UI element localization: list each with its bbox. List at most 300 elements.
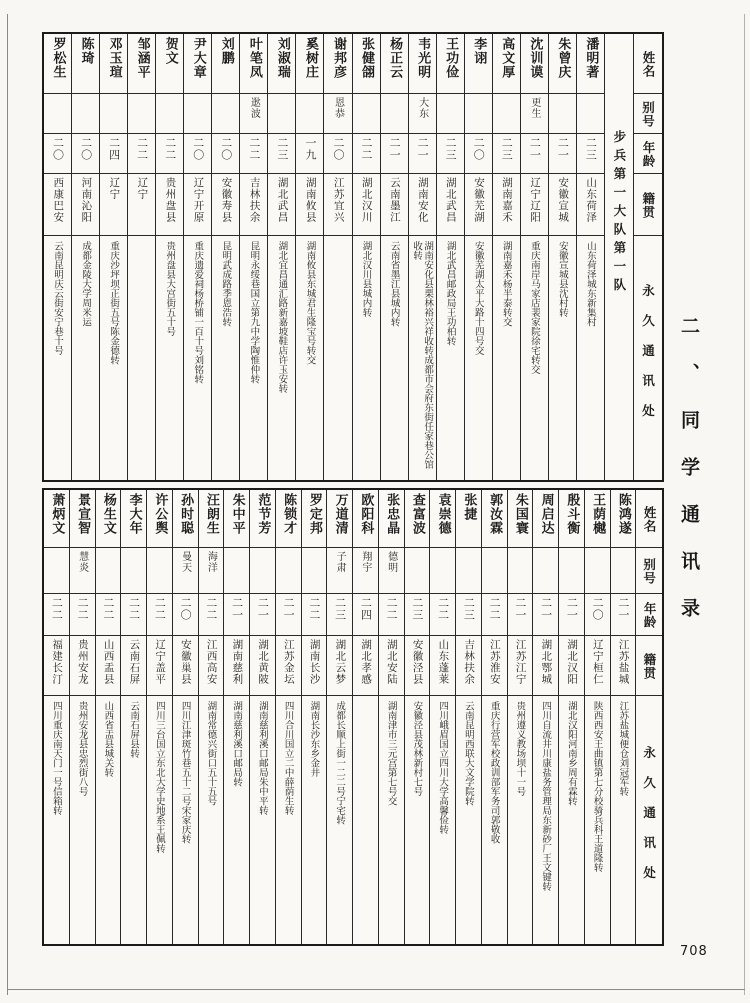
person-address [70, 696, 95, 944]
person-age [559, 594, 584, 636]
person-age [381, 134, 408, 174]
person-column [44, 490, 70, 944]
person-column [409, 34, 437, 480]
person-native-place-text: 湖南长沙 [308, 639, 321, 685]
person-address-text: 四川合川国立二中薛荫生转 [282, 701, 294, 815]
person-native-place [100, 174, 127, 236]
person-name [493, 34, 520, 94]
person-age [437, 134, 464, 174]
person-alias [184, 94, 211, 134]
section-title: 二、同学通讯录 [678, 316, 700, 645]
person-address [611, 696, 636, 944]
person-alias [533, 548, 558, 594]
person-age-text: 二四 [359, 597, 373, 621]
person-column [465, 34, 493, 480]
person-native-place [199, 636, 224, 696]
person-native-place-text: 云南墨江 [388, 177, 401, 223]
person-age-text: 二〇 [51, 137, 65, 161]
person-age-text: 二一 [230, 597, 244, 621]
person-age [430, 594, 455, 636]
person-native-place [430, 636, 455, 696]
person-address-text: 重庆遗爱祠杨桥铺一百十号刘铭转 [192, 241, 204, 384]
person-column [224, 490, 250, 944]
person-native-place [324, 174, 351, 236]
person-native-place-text: 云南石屏 [128, 639, 141, 685]
person-alias-text: 慧炎 [76, 551, 88, 573]
person-alias [128, 94, 155, 134]
person-native-place-text: 辽宁桓仁 [591, 639, 604, 685]
person-name-text: 王荫樾 [590, 493, 606, 535]
person-address [465, 236, 492, 480]
person-address [353, 696, 378, 944]
person-name [353, 34, 380, 94]
person-address [549, 236, 576, 480]
person-column [128, 34, 156, 480]
person-name-text: 朱曾庆 [555, 37, 571, 79]
header-age: 年龄 [636, 594, 662, 636]
person-alias [585, 548, 610, 594]
unit-column [605, 34, 634, 480]
person-native-place [327, 636, 352, 696]
person-address [121, 696, 146, 944]
person-address-text: 湖北武昌邮政局王功柏转 [444, 241, 456, 346]
person-native-place [611, 636, 636, 696]
person-column [324, 34, 352, 480]
person-native-place-text: 安徽巢县 [179, 639, 192, 685]
person-column [268, 34, 296, 480]
person-age [70, 594, 95, 636]
person-age-text: 二〇 [331, 137, 345, 161]
person-address [128, 236, 155, 480]
person-name-text: 叶笔凤 [246, 37, 262, 79]
person-native-place-text: 贵州安龙 [76, 639, 89, 685]
person-address-text: 江苏盐城便仓刘冠军转 [617, 701, 629, 796]
person-age-text: 二一 [282, 597, 296, 621]
person-age [121, 594, 146, 636]
roster-table-bottom [42, 488, 664, 946]
person-name [549, 34, 576, 94]
person-name [250, 490, 275, 548]
person-native-place-text: 辽宁开原 [192, 177, 205, 223]
person-name [327, 490, 352, 548]
person-column [276, 490, 302, 944]
person-alias-text: 海洋 [205, 551, 217, 573]
person-address [156, 236, 183, 480]
person-age [585, 594, 610, 636]
person-name [72, 34, 99, 94]
person-address [250, 696, 275, 944]
person-native-place-text: 湖北安陆 [385, 639, 398, 685]
person-name [96, 490, 121, 548]
person-native-place-text: 湖北武昌 [444, 177, 457, 223]
person-name-text: 万道清 [332, 493, 348, 535]
person-alias [559, 548, 584, 594]
person-age [379, 594, 404, 636]
person-name-text: 刘淑瑞 [274, 37, 290, 79]
person-alias [212, 94, 239, 134]
person-age-text: 二三 [410, 597, 424, 621]
person-native-place [212, 174, 239, 236]
header-alias: 别号 [636, 548, 662, 594]
person-age-text: 二二 [101, 597, 115, 621]
person-native-place-text: 湖北汉阳 [566, 639, 579, 685]
person-address [456, 696, 481, 944]
person-column [156, 34, 184, 480]
person-alias-text: 德明 [385, 551, 397, 573]
person-native-place [549, 174, 576, 236]
person-address-text: 山东荷泽城东新集村 [584, 241, 596, 327]
person-name-text: 孙时聪 [178, 493, 194, 535]
person-name-text: 王功俭 [443, 37, 459, 79]
person-alias [70, 548, 95, 594]
person-native-place-text: 江苏宜兴 [332, 177, 345, 223]
person-alias [121, 548, 146, 594]
person-native-place-text: 辽宁盖平 [154, 639, 167, 685]
person-native-place [533, 636, 558, 696]
person-address [437, 236, 464, 480]
person-name-text: 袁崇德 [435, 493, 451, 535]
person-native-place [493, 174, 520, 236]
person-age-text: 二一 [556, 137, 570, 161]
person-native-place-text: 辽宁辽阳 [529, 177, 542, 223]
person-columns-top [44, 34, 605, 480]
person-address [173, 696, 198, 944]
person-name [212, 34, 239, 94]
person-name [521, 34, 548, 94]
person-native-place [276, 636, 301, 696]
person-native-place [224, 636, 249, 696]
person-address-text: 湖南常德兴街口五十五号 [205, 701, 217, 806]
page-number: 708 [680, 944, 708, 959]
person-native-place-text: 湖北黄陂 [257, 639, 270, 685]
person-name [324, 34, 351, 94]
person-age-text: 二二 [360, 137, 374, 161]
person-address-text: 安徽泾县茂林新村七号 [411, 701, 423, 796]
person-age [409, 134, 436, 174]
person-column [437, 34, 465, 480]
person-age-text: 二二 [127, 597, 141, 621]
person-native-place [96, 636, 121, 696]
person-address-text: 湖北汉阳河南乡周有霖转 [565, 701, 577, 806]
person-address-text: 四川峨眉国立四川大学高馨俭转 [437, 701, 449, 834]
person-column [482, 490, 508, 944]
person-native-place [250, 636, 275, 696]
person-address-text: 安徽宣城县沈村转 [556, 241, 568, 317]
person-age [456, 594, 481, 636]
header-name: 姓名 [634, 34, 662, 94]
person-age-text: 二二 [163, 137, 177, 161]
scan-edge-left [7, 14, 8, 995]
person-name-text: 谢邦彦 [330, 37, 346, 79]
person-name-text: 查富波 [409, 493, 425, 535]
person-age [611, 594, 636, 636]
person-age [268, 134, 295, 174]
person-age [353, 134, 380, 174]
person-address [379, 696, 404, 944]
person-age-text: 二一 [528, 137, 542, 161]
header-alias: 别号 [634, 94, 662, 134]
person-name-text: 贺文 [162, 37, 178, 65]
person-age-text: 二三 [584, 137, 598, 161]
person-alias [268, 94, 295, 134]
person-address [493, 236, 520, 480]
person-column [96, 490, 122, 944]
person-native-place-text: 江西高安 [205, 639, 218, 685]
person-name [353, 490, 378, 548]
person-age-text: 二二 [385, 597, 399, 621]
person-name [121, 490, 146, 548]
person-address-text: 安徽芜湖太平大路十四号交 [472, 241, 484, 355]
person-name [405, 490, 430, 548]
person-name-text: 尹大章 [190, 37, 206, 79]
person-column [212, 34, 240, 480]
person-native-place [559, 636, 584, 696]
person-name-text: 郭汝霖 [487, 493, 503, 535]
person-age-text: 二〇 [179, 597, 193, 621]
scan-edge-bottom [7, 989, 745, 990]
person-native-place-text: 江苏金坛 [282, 639, 295, 685]
person-native-place-text: 福建长汀 [51, 639, 64, 685]
person-alias [147, 548, 172, 594]
person-name-text: 陈鸿遂 [615, 493, 631, 535]
person-name [533, 490, 558, 548]
person-alias [521, 94, 548, 134]
person-column [549, 34, 577, 480]
person-name-text: 杨正云 [387, 37, 403, 79]
person-name-text: 高文厚 [499, 37, 515, 79]
person-name-text: 罗定邦 [306, 493, 322, 535]
person-age [482, 594, 507, 636]
person-alias [508, 548, 533, 594]
person-column [430, 490, 456, 944]
person-address-text: 昆明永绥巷国立第九中学陶惟仲转 [248, 241, 260, 384]
person-address [409, 236, 436, 480]
person-native-place [577, 174, 604, 236]
person-name [456, 490, 481, 548]
person-alias-text: 子肃 [334, 551, 346, 573]
person-column [559, 490, 585, 944]
person-name-text: 沈训谟 [527, 37, 543, 79]
person-native-place-text: 湖北武昌 [276, 177, 289, 223]
person-age-text: 二四 [107, 137, 121, 161]
person-native-place-text: 湖北云梦 [334, 639, 347, 685]
person-column [70, 490, 96, 944]
person-column [456, 490, 482, 944]
person-age [549, 134, 576, 174]
person-alias [327, 548, 352, 594]
person-address-text: 湖南安化县栗林裕兴祥收转成都市会府东街任家巷公馆收转 [411, 241, 434, 469]
person-native-place [409, 174, 436, 236]
person-address [585, 696, 610, 944]
person-alias [276, 548, 301, 594]
person-address-text: 湖南慈利溪口邮局转 [231, 701, 243, 787]
person-address-text: 四川三台国立东北大学史地系王佩转 [153, 701, 165, 853]
person-name [128, 34, 155, 94]
person-alias [493, 94, 520, 134]
header-native: 籍贯 [636, 636, 662, 696]
person-age [353, 594, 378, 636]
person-name-text: 张捷 [461, 493, 477, 521]
person-alias [44, 94, 71, 134]
person-address [302, 696, 327, 944]
person-age [327, 594, 352, 636]
person-age [521, 134, 548, 174]
person-native-place-text: 湖北鄂城 [540, 639, 553, 685]
person-native-place [585, 636, 610, 696]
person-native-place [353, 636, 378, 696]
person-native-place [508, 636, 533, 696]
person-name [240, 34, 267, 94]
person-alias [296, 94, 323, 134]
person-address [276, 696, 301, 944]
person-age-text: 二一 [513, 597, 527, 621]
person-column [100, 34, 128, 480]
person-alias [482, 548, 507, 594]
person-column [173, 490, 199, 944]
person-native-place [482, 636, 507, 696]
person-name [156, 34, 183, 94]
person-address [324, 236, 351, 480]
person-name [381, 34, 408, 94]
person-native-place-text: 西康巴安 [52, 177, 65, 223]
person-age [250, 594, 275, 636]
person-native-place-text: 安徽宣城 [557, 177, 570, 223]
person-age [302, 594, 327, 636]
person-native-place [465, 174, 492, 236]
person-address-text: 四川江津斑竹巷五十二号宋家庆转 [179, 701, 191, 844]
person-address-text: 山西省盂县城关转 [102, 701, 114, 777]
person-native-place [44, 174, 71, 236]
person-alias-text: 逖波 [248, 97, 260, 119]
person-age-text: 二一 [416, 137, 430, 161]
person-age-text: 二二 [488, 597, 502, 621]
person-age [184, 134, 211, 174]
person-address-text: 湖南嘉禾杨半泰转交 [500, 241, 512, 327]
person-address [44, 236, 71, 480]
person-column [240, 34, 268, 480]
person-alias [199, 548, 224, 594]
person-address-text: 湖北宜昌通汇路新嘉坡鞋店许玉安转 [276, 241, 288, 393]
person-age-text: 二二 [76, 597, 90, 621]
person-address-text: 湖南长沙东乡金井 [308, 701, 320, 777]
person-age [173, 594, 198, 636]
person-name-text: 邓玉瑄 [106, 37, 122, 79]
person-native-place [240, 174, 267, 236]
person-native-place-text: 湖南嘉禾 [501, 177, 514, 223]
person-native-place [521, 174, 548, 236]
person-native-place-text: 安徽寿县 [220, 177, 233, 223]
person-native-place [296, 174, 323, 236]
person-name-text: 李大年 [126, 493, 142, 535]
person-native-place-text: 安徽芜湖 [472, 177, 485, 223]
person-alias [224, 548, 249, 594]
person-age-text: 二三 [275, 137, 289, 161]
header-column-top [634, 34, 662, 480]
person-address-text: 贵州遵义教场坝十一号 [514, 701, 526, 796]
person-name [184, 34, 211, 94]
person-age-text: 二二 [153, 597, 167, 621]
person-age [156, 134, 183, 174]
person-alias-text: 更生 [528, 97, 540, 119]
person-age-text: 二一 [565, 597, 579, 621]
person-address [577, 236, 604, 480]
person-name [70, 490, 95, 548]
person-name-text: 韦光明 [415, 37, 431, 79]
person-name-text: 范节芳 [255, 493, 271, 535]
person-name-text: 张健翖 [359, 37, 375, 79]
person-age-text: 二〇 [79, 137, 93, 161]
person-address-text: 湖南津市三元宫第七号交 [385, 701, 397, 806]
person-name-text: 殷斗衡 [564, 493, 580, 535]
person-age-text: 二二 [307, 597, 321, 621]
person-address [100, 236, 127, 480]
person-name-text: 朱中平 [229, 493, 245, 535]
person-native-place [381, 174, 408, 236]
person-address [268, 236, 295, 480]
person-address [508, 696, 533, 944]
person-address-text: 陕西西安王曲镇第七分校骑兵科王道隆转 [591, 701, 603, 872]
person-native-place-text: 江苏盐城 [617, 639, 630, 685]
person-name [100, 34, 127, 94]
person-native-place-text: 江苏淮安 [488, 639, 501, 685]
person-name [585, 490, 610, 548]
roster-table-top [42, 32, 664, 482]
person-column [44, 34, 72, 480]
person-address [482, 696, 507, 944]
person-address [533, 696, 558, 944]
person-name [611, 490, 636, 548]
person-alias [611, 548, 636, 594]
person-address-text: 云南省墨江县城内转 [388, 241, 400, 327]
person-address-text: 四川自流井川康盐务管理局东新砂厂王文键转 [540, 701, 552, 891]
person-native-place [405, 636, 430, 696]
person-address-text: 成都长顺上街一二二号宁宅转 [334, 701, 346, 825]
person-name-text: 汪朗生 [203, 493, 219, 535]
person-native-place [72, 174, 99, 236]
person-age-text: 二三 [333, 597, 347, 621]
person-column [577, 34, 605, 480]
header-age: 年龄 [634, 134, 662, 174]
person-column [250, 490, 276, 944]
person-address-text: 贵州盘县大宫街五十号 [164, 241, 176, 336]
person-age [296, 134, 323, 174]
person-age-text: 二二 [50, 597, 64, 621]
header-address: 永久通讯处 [641, 745, 657, 896]
person-native-place-text: 山西盂县 [102, 639, 115, 685]
person-alias-text: 曼天 [179, 551, 191, 573]
person-native-place-text: 河南沁阳 [80, 177, 93, 223]
person-column [302, 490, 328, 944]
person-age-text: 二二 [135, 137, 149, 161]
person-native-place-text: 安徽泾县 [411, 639, 424, 685]
person-address-text: 湖南攸县东城君生隆宝号转交 [304, 241, 316, 365]
person-column [521, 34, 549, 480]
person-age-text: 二〇 [472, 137, 486, 161]
person-name-text: 杨生文 [100, 493, 116, 535]
person-name [508, 490, 533, 548]
person-alias-text: 翔宇 [359, 551, 371, 573]
scan-edge-right [744, 14, 745, 995]
person-native-place-text: 吉林扶余 [463, 639, 476, 685]
person-name [44, 490, 69, 548]
header-name: 姓名 [636, 490, 662, 548]
person-native-place-text: 贵州盘县 [164, 177, 177, 223]
person-alias [156, 94, 183, 134]
person-age [96, 594, 121, 636]
person-column [199, 490, 225, 944]
person-address-text: 云南昆明西联大文学院转 [462, 701, 474, 806]
person-native-place-text: 湖南慈利 [231, 639, 244, 685]
